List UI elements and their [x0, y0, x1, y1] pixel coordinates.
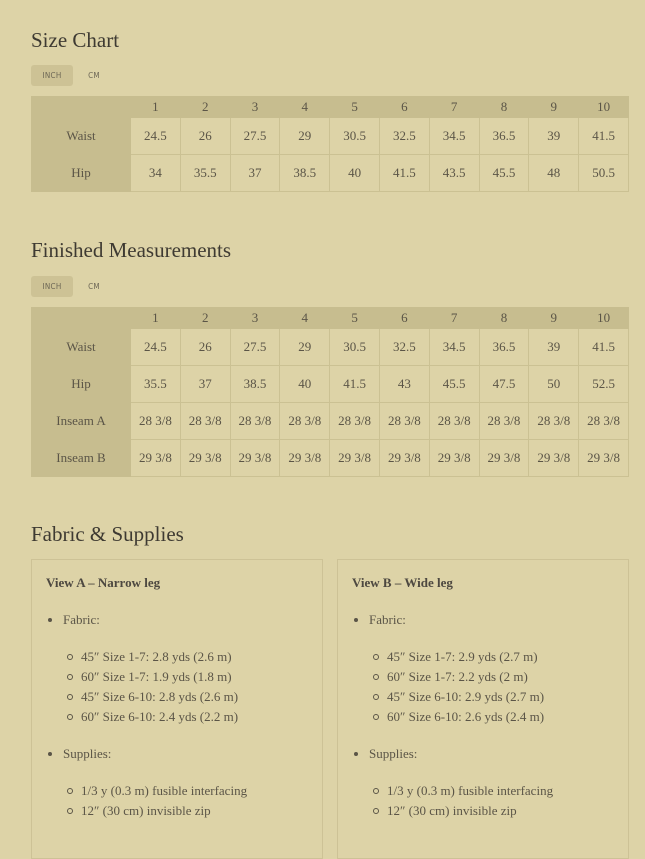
list-item: 60″ Size 1-7: 1.9 yds (1.8 m)	[81, 669, 232, 685]
table-cell: 50	[529, 366, 579, 403]
table-cell: 29	[280, 329, 330, 366]
table-row	[32, 118, 629, 155]
unit-cm-button[interactable]: CM	[88, 71, 100, 80]
list-item: Fabric:	[63, 612, 100, 628]
table-cell: 48	[529, 155, 579, 192]
list-item: 45″ Size 1-7: 2.9 yds (2.7 m)	[387, 649, 538, 665]
table-cell: 41.5	[379, 155, 429, 192]
size-header: 8	[479, 97, 529, 118]
size-header: 7	[429, 308, 479, 329]
table-header-row	[32, 308, 629, 329]
size-header: 4	[280, 308, 330, 329]
bullet-disc-icon	[354, 752, 358, 756]
list-item: 1/3 y (0.3 m) fusible interfacing	[387, 783, 553, 799]
list-item: 12″ (30 cm) invisible zip	[81, 803, 211, 819]
unit-cm-button[interactable]: CM	[88, 282, 100, 291]
bullet-disc-icon	[48, 752, 52, 756]
bullet-circle-icon	[373, 654, 379, 660]
table-cell: 36.5	[479, 329, 529, 366]
table-cell: 29 3/8	[479, 440, 529, 477]
list-item: 45″ Size 6-10: 2.9 yds (2.7 m)	[387, 689, 544, 705]
table-cell: 41.5	[330, 366, 380, 403]
table-cell: 28 3/8	[379, 403, 429, 440]
list-item: 45″ Size 1-7: 2.8 yds (2.6 m)	[81, 649, 232, 665]
table-cell: 29 3/8	[529, 440, 579, 477]
table-cell: 29 3/8	[131, 440, 181, 477]
size-header: 9	[529, 97, 579, 118]
table-cell: 40	[280, 366, 330, 403]
table-cell: 43.5	[429, 155, 479, 192]
unit-inch-button[interactable]: INCH	[31, 65, 73, 86]
size-chart-title: Size Chart	[31, 28, 120, 52]
table-cell: 28 3/8	[529, 403, 579, 440]
table-cell: 29 3/8	[330, 440, 380, 477]
table-cell: 35.5	[131, 366, 181, 403]
table-cell: 34.5	[429, 118, 479, 155]
bullet-disc-icon	[354, 618, 358, 622]
unit-inch-button[interactable]: INCH	[31, 276, 73, 297]
table-cell: 24.5	[131, 118, 181, 155]
size-header: 1	[131, 97, 181, 118]
bullet-circle-icon	[373, 714, 379, 720]
table-cell: 50.5	[579, 155, 629, 192]
size-header: 2	[180, 97, 230, 118]
table-cell: 30.5	[330, 329, 380, 366]
view-b-title: View B – Wide leg	[352, 575, 453, 590]
table-cell: 28 3/8	[479, 403, 529, 440]
table-cell: 29 3/8	[280, 440, 330, 477]
table-cell: 47.5	[479, 366, 529, 403]
table-cell: 39	[529, 329, 579, 366]
bullet-circle-icon	[67, 694, 73, 700]
size-header: 7	[429, 97, 479, 118]
table-cell: 38.5	[230, 366, 280, 403]
bullet-circle-icon	[67, 654, 73, 660]
table-cell: 29 3/8	[579, 440, 629, 477]
view-b-card	[337, 559, 629, 859]
table-cell: 28 3/8	[429, 403, 479, 440]
table-cell: 29 3/8	[230, 440, 280, 477]
row-label: Hip	[32, 366, 131, 403]
bullet-circle-icon	[373, 788, 379, 794]
table-row	[32, 155, 629, 192]
table-row	[32, 329, 629, 366]
table-cell: 28 3/8	[280, 403, 330, 440]
size-header: 6	[379, 308, 429, 329]
bullet-disc-icon	[48, 618, 52, 622]
table-cell: 37	[230, 155, 280, 192]
size-header: 3	[230, 308, 280, 329]
table-cell: 30.5	[330, 118, 380, 155]
table-cell: 29 3/8	[429, 440, 479, 477]
size-header: 10	[579, 308, 629, 329]
list-item: Supplies:	[63, 746, 111, 762]
list-item: 45″ Size 6-10: 2.8 yds (2.6 m)	[81, 689, 238, 705]
row-label: Waist	[32, 118, 131, 155]
table-cell: 27.5	[230, 118, 280, 155]
table-cell: 28 3/8	[330, 403, 380, 440]
size-header: 10	[579, 97, 629, 118]
view-a-card	[31, 559, 323, 859]
table-cell: 28 3/8	[180, 403, 230, 440]
table-cell: 38.5	[280, 155, 330, 192]
table-cell: 29	[280, 118, 330, 155]
table-cell: 28 3/8	[579, 403, 629, 440]
finished-measurements-table	[31, 307, 629, 477]
bullet-circle-icon	[373, 694, 379, 700]
size-chart-table	[31, 96, 629, 192]
finished-measurements-title: Finished Measurements	[31, 238, 232, 262]
table-cell: 26	[180, 329, 230, 366]
bullet-circle-icon	[373, 808, 379, 814]
size-header: 1	[131, 308, 181, 329]
table-cell: 39	[529, 118, 579, 155]
table-cell: 36.5	[479, 118, 529, 155]
row-label: Inseam B	[32, 440, 131, 477]
table-cell: 32.5	[379, 118, 429, 155]
table-cell: 29 3/8	[379, 440, 429, 477]
list-item: 60″ Size 1-7: 2.2 yds (2 m)	[387, 669, 528, 685]
table-cell: 26	[180, 118, 230, 155]
fabric-supplies-title: Fabric & Supplies	[31, 522, 184, 546]
size-header: 5	[330, 97, 380, 118]
list-item: 12″ (30 cm) invisible zip	[387, 803, 517, 819]
table-row	[32, 403, 629, 440]
size-header: 2	[180, 308, 230, 329]
table-cell: 28 3/8	[230, 403, 280, 440]
bullet-circle-icon	[67, 788, 73, 794]
list-item: 1/3 y (0.3 m) fusible interfacing	[81, 783, 247, 799]
size-header: 3	[230, 97, 280, 118]
table-cell: 29 3/8	[180, 440, 230, 477]
header-corner	[32, 97, 131, 118]
list-item: 60″ Size 6-10: 2.6 yds (2.4 m)	[387, 709, 544, 725]
table-row	[32, 366, 629, 403]
view-a-title: View A – Narrow leg	[46, 575, 161, 590]
table-cell: 28 3/8	[131, 403, 181, 440]
bullet-circle-icon	[67, 808, 73, 814]
table-cell: 27.5	[230, 329, 280, 366]
size-header: 4	[280, 97, 330, 118]
size-header: 8	[479, 308, 529, 329]
table-cell: 32.5	[379, 329, 429, 366]
bullet-circle-icon	[67, 674, 73, 680]
table-cell: 43	[379, 366, 429, 403]
size-header: 6	[379, 97, 429, 118]
table-cell: 34.5	[429, 329, 479, 366]
list-item: 60″ Size 6-10: 2.4 yds (2.2 m)	[81, 709, 238, 725]
bullet-circle-icon	[67, 714, 73, 720]
size-header: 9	[529, 308, 579, 329]
table-cell: 35.5	[180, 155, 230, 192]
table-header-row	[32, 97, 629, 118]
table-cell: 24.5	[131, 329, 181, 366]
size-header: 5	[330, 308, 380, 329]
row-label: Hip	[32, 155, 131, 192]
table-cell: 37	[180, 366, 230, 403]
row-label: Inseam A	[32, 403, 131, 440]
table-row	[32, 440, 629, 477]
list-item: Supplies:	[369, 746, 417, 762]
bullet-circle-icon	[373, 674, 379, 680]
header-corner	[32, 308, 131, 329]
table-cell: 41.5	[579, 329, 629, 366]
table-cell: 41.5	[579, 118, 629, 155]
table-cell: 40	[330, 155, 380, 192]
table-cell: 52.5	[579, 366, 629, 403]
table-cell: 45.5	[479, 155, 529, 192]
table-cell: 34	[131, 155, 181, 192]
list-item: Fabric:	[369, 612, 406, 628]
row-label: Waist	[32, 329, 131, 366]
table-cell: 45.5	[429, 366, 479, 403]
